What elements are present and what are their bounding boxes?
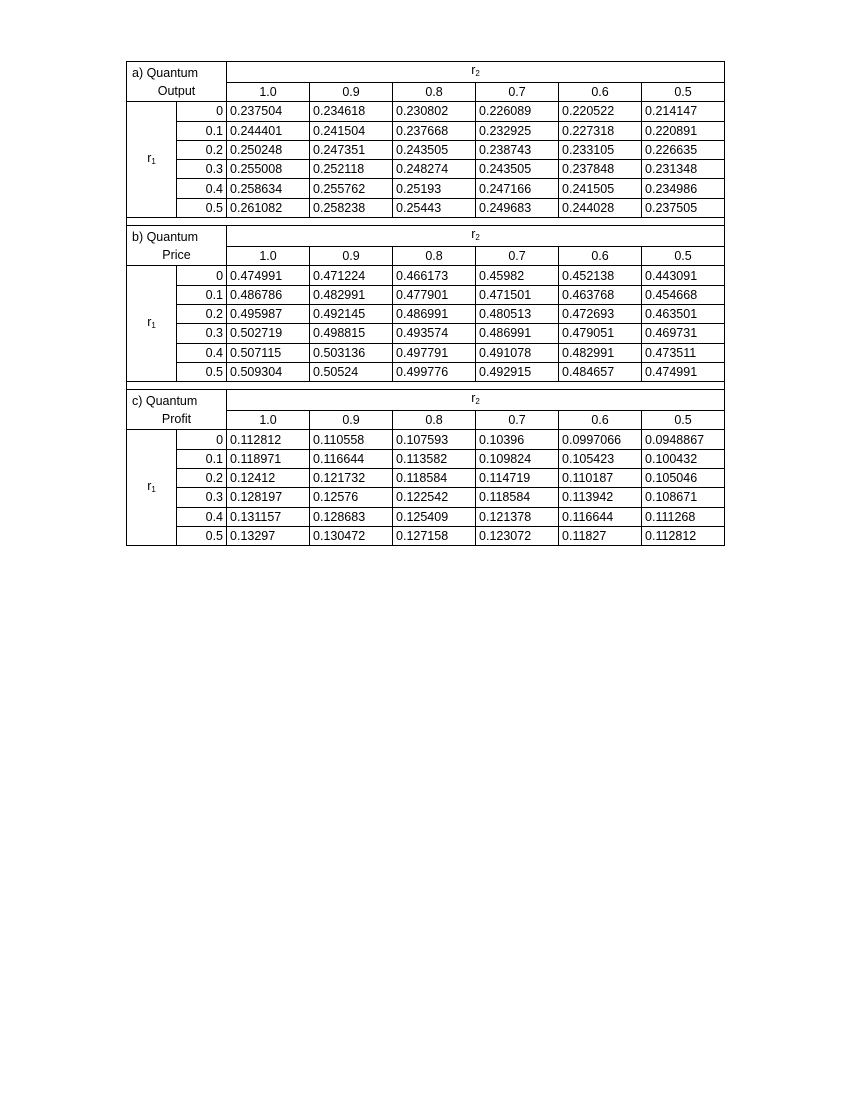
table-cell: 0.503136 xyxy=(310,343,393,362)
r2-column-header: 0.5 xyxy=(642,247,725,266)
table-cell: 0.486991 xyxy=(476,324,559,343)
table-cell: 0.45982 xyxy=(476,266,559,285)
section-divider xyxy=(127,382,725,390)
r1-row-value: 0.1 xyxy=(177,121,227,140)
axis-symbol: r xyxy=(147,314,152,329)
table-cell: 0.233105 xyxy=(559,140,642,159)
table-row xyxy=(127,304,725,323)
table-cell: 0.452138 xyxy=(559,266,642,285)
table-cell: 0.105046 xyxy=(642,469,725,488)
table-cell: 0.258634 xyxy=(227,179,310,198)
table-title-line1: b) Quantum xyxy=(132,229,199,244)
section-divider xyxy=(127,218,725,226)
table-cell: 0.220522 xyxy=(559,102,642,121)
r1-axis-label xyxy=(127,102,177,218)
table-cell: 0.507115 xyxy=(227,343,310,362)
table-cell: 0.237504 xyxy=(227,102,310,121)
table-cell: 0.226089 xyxy=(476,102,559,121)
r2-column-header: 0.7 xyxy=(476,83,559,102)
table-cell: 0.118971 xyxy=(227,449,310,468)
table-cell: 0.250248 xyxy=(227,140,310,159)
table-cell: 0.443091 xyxy=(642,266,725,285)
table-cell: 0.255762 xyxy=(310,179,393,198)
table-row xyxy=(127,343,725,362)
table-cell: 0.125409 xyxy=(393,507,476,526)
table-cell: 0.110187 xyxy=(559,469,642,488)
r1-row-value: 0.3 xyxy=(177,160,227,179)
r2-column-header: 1.0 xyxy=(227,247,310,266)
axis-symbol: r xyxy=(147,478,152,493)
table-cell: 0.247351 xyxy=(310,140,393,159)
table-cell: 0.244028 xyxy=(559,198,642,217)
table-cell: 0.112812 xyxy=(227,430,310,449)
table-cell: 0.25193 xyxy=(393,179,476,198)
table-cell: 0.241504 xyxy=(310,121,393,140)
axis-subscript: 2 xyxy=(475,233,480,243)
r2-column-header: 0.8 xyxy=(393,83,476,102)
table-cell: 0.243505 xyxy=(393,140,476,159)
table-cell: 0.243505 xyxy=(476,160,559,179)
r1-row-value: 0.5 xyxy=(177,362,227,381)
table-row xyxy=(127,469,725,488)
table-cell: 0.499776 xyxy=(393,362,476,381)
table-cell: 0.472693 xyxy=(559,304,642,323)
table-output-header-row xyxy=(127,62,725,83)
table-cell: 0.226635 xyxy=(642,140,725,159)
table-cell: 0.249683 xyxy=(476,198,559,217)
r2-column-header: 0.6 xyxy=(559,83,642,102)
table-cell: 0.111268 xyxy=(642,507,725,526)
r2-axis-label xyxy=(227,62,725,83)
r1-row-value: 0.2 xyxy=(177,469,227,488)
table-cell: 0.118584 xyxy=(476,488,559,507)
table-cell: 0.509304 xyxy=(227,362,310,381)
section-divider-cell xyxy=(127,382,725,390)
table-profit-header-row xyxy=(127,390,725,411)
table-cell: 0.474991 xyxy=(227,266,310,285)
table-row xyxy=(127,140,725,159)
table-cell: 0.491078 xyxy=(476,343,559,362)
r2-column-header: 0.8 xyxy=(393,411,476,430)
table-cell: 0.25443 xyxy=(393,198,476,217)
table-cell: 0.100432 xyxy=(642,449,725,468)
table-cell: 0.482991 xyxy=(310,285,393,304)
table-price-header-row xyxy=(127,226,725,247)
table-cell: 0.238743 xyxy=(476,140,559,159)
table-cell: 0.466173 xyxy=(393,266,476,285)
axis-symbol: r xyxy=(471,227,476,242)
table-cell: 0.247166 xyxy=(476,179,559,198)
table-cell: 0.113582 xyxy=(393,449,476,468)
table-cell: 0.108671 xyxy=(642,488,725,507)
table-title-line2: Price xyxy=(162,247,191,262)
r2-column-header: 0.8 xyxy=(393,247,476,266)
axis-symbol: r xyxy=(471,63,476,77)
r2-axis-label xyxy=(227,226,725,247)
axis-subscript: 2 xyxy=(475,397,480,407)
table-row xyxy=(127,362,725,381)
table-cell: 0.463501 xyxy=(642,304,725,323)
table-row xyxy=(127,266,725,285)
r1-row-value: 0.3 xyxy=(177,488,227,507)
table-cell: 0.473511 xyxy=(642,343,725,362)
table-cell: 0.231348 xyxy=(642,160,725,179)
table-cell: 0.258238 xyxy=(310,198,393,217)
table-cell: 0.477901 xyxy=(393,285,476,304)
table-row xyxy=(127,324,725,343)
axis-subscript: 1 xyxy=(151,320,156,330)
r2-column-header: 0.9 xyxy=(310,247,393,266)
table-cell: 0.118584 xyxy=(393,469,476,488)
table-cell: 0.454668 xyxy=(642,285,725,304)
axis-subscript: 1 xyxy=(151,156,156,166)
table-cell: 0.234618 xyxy=(310,102,393,121)
table-row xyxy=(127,488,725,507)
table-title-line1: c) Quantum xyxy=(132,393,198,408)
table-title-line1: a) Quantum xyxy=(132,65,199,80)
table-cell: 0.109824 xyxy=(476,449,559,468)
table-cell: 0.232925 xyxy=(476,121,559,140)
table-cell: 0.237848 xyxy=(559,160,642,179)
table-output-title xyxy=(127,62,227,102)
quantum-results-tables xyxy=(126,61,724,546)
table-cell: 0.479051 xyxy=(559,324,642,343)
table-row xyxy=(127,121,725,140)
table-cell: 0.220891 xyxy=(642,121,725,140)
table-cell: 0.241505 xyxy=(559,179,642,198)
table-cell: 0.121732 xyxy=(310,469,393,488)
r1-row-value: 0 xyxy=(177,430,227,449)
table-cell: 0.237668 xyxy=(393,121,476,140)
r2-column-header: 0.7 xyxy=(476,411,559,430)
r2-column-header: 0.5 xyxy=(642,83,725,102)
table-cell: 0.214147 xyxy=(642,102,725,121)
table-cell: 0.131157 xyxy=(227,507,310,526)
table-cell: 0.128197 xyxy=(227,488,310,507)
table-cell: 0.482991 xyxy=(559,343,642,362)
table-cell: 0.116644 xyxy=(559,507,642,526)
axis-subscript: 1 xyxy=(151,484,156,494)
axis-symbol: r xyxy=(147,150,152,165)
table-cell: 0.116644 xyxy=(310,449,393,468)
table-cell: 0.130472 xyxy=(310,526,393,545)
r1-row-value: 0.5 xyxy=(177,526,227,545)
table-cell: 0.0948867 xyxy=(642,430,725,449)
table-cell: 0.484657 xyxy=(559,362,642,381)
r1-row-value: 0.4 xyxy=(177,179,227,198)
r1-row-value: 0.4 xyxy=(177,507,227,526)
table-cell: 0.114719 xyxy=(476,469,559,488)
table-cell: 0.123072 xyxy=(476,526,559,545)
table-cell: 0.12412 xyxy=(227,469,310,488)
table-cell: 0.50524 xyxy=(310,362,393,381)
r2-axis-label xyxy=(227,390,725,411)
table-cell: 0.469731 xyxy=(642,324,725,343)
table-row xyxy=(127,507,725,526)
table-cell: 0.244401 xyxy=(227,121,310,140)
r2-column-header: 0.9 xyxy=(310,411,393,430)
table-cell: 0.113942 xyxy=(559,488,642,507)
table-row xyxy=(127,430,725,449)
table-cell: 0.486786 xyxy=(227,285,310,304)
r1-row-value: 0.2 xyxy=(177,140,227,159)
section-divider-cell xyxy=(127,218,725,226)
table-cell: 0.495987 xyxy=(227,304,310,323)
r1-row-value: 0.1 xyxy=(177,449,227,468)
table-cell: 0.502719 xyxy=(227,324,310,343)
results-table xyxy=(126,61,725,546)
r1-row-value: 0 xyxy=(177,266,227,285)
r2-column-header: 0.6 xyxy=(559,247,642,266)
table-cell: 0.486991 xyxy=(393,304,476,323)
table-cell: 0.227318 xyxy=(559,121,642,140)
table-row xyxy=(127,526,725,545)
table-cell: 0.10396 xyxy=(476,430,559,449)
table-cell: 0.492915 xyxy=(476,362,559,381)
r1-axis-label xyxy=(127,430,177,546)
table-cell: 0.498815 xyxy=(310,324,393,343)
r1-row-value: 0 xyxy=(177,102,227,121)
r2-column-header: 1.0 xyxy=(227,83,310,102)
table-cell: 0.107593 xyxy=(393,430,476,449)
table-cell: 0.471501 xyxy=(476,285,559,304)
table-cell: 0.121378 xyxy=(476,507,559,526)
table-cell: 0.480513 xyxy=(476,304,559,323)
table-row xyxy=(127,198,725,217)
table-cell: 0.255008 xyxy=(227,160,310,179)
r1-row-value: 0.5 xyxy=(177,198,227,217)
r2-column-header: 0.5 xyxy=(642,411,725,430)
r1-row-value: 0.4 xyxy=(177,343,227,362)
table-cell: 0.237505 xyxy=(642,198,725,217)
table-cell: 0.474991 xyxy=(642,362,725,381)
r1-axis-label xyxy=(127,266,177,382)
r1-row-value: 0.3 xyxy=(177,324,227,343)
table-price-title xyxy=(127,226,227,266)
r2-column-header: 0.7 xyxy=(476,247,559,266)
table-cell: 0.0997066 xyxy=(559,430,642,449)
r2-column-header: 0.6 xyxy=(559,411,642,430)
table-cell: 0.493574 xyxy=(393,324,476,343)
axis-symbol: r xyxy=(471,391,476,406)
table-title-line2: Output xyxy=(157,83,196,98)
table-cell: 0.234986 xyxy=(642,179,725,198)
table-cell: 0.492145 xyxy=(310,304,393,323)
r2-column-header: 0.9 xyxy=(310,83,393,102)
table-cell: 0.105423 xyxy=(559,449,642,468)
table-cell: 0.112812 xyxy=(642,526,725,545)
table-cell: 0.122542 xyxy=(393,488,476,507)
table-cell: 0.12576 xyxy=(310,488,393,507)
r1-row-value: 0.1 xyxy=(177,285,227,304)
table-title-line2: Profit xyxy=(161,411,192,426)
table-cell: 0.230802 xyxy=(393,102,476,121)
table-cell: 0.471224 xyxy=(310,266,393,285)
table-cell: 0.13297 xyxy=(227,526,310,545)
table-cell: 0.497791 xyxy=(393,343,476,362)
table-cell: 0.128683 xyxy=(310,507,393,526)
r1-row-value: 0.2 xyxy=(177,304,227,323)
table-cell: 0.252118 xyxy=(310,160,393,179)
table-cell: 0.261082 xyxy=(227,198,310,217)
table-cell: 0.110558 xyxy=(310,430,393,449)
table-cell: 0.11827 xyxy=(559,526,642,545)
table-cell: 0.248274 xyxy=(393,160,476,179)
table-row xyxy=(127,449,725,468)
table-profit-title xyxy=(127,390,227,430)
table-row xyxy=(127,102,725,121)
table-cell: 0.127158 xyxy=(393,526,476,545)
axis-subscript: 2 xyxy=(475,69,480,78)
r2-column-header: 1.0 xyxy=(227,411,310,430)
table-cell: 0.463768 xyxy=(559,285,642,304)
table-row xyxy=(127,160,725,179)
table-row xyxy=(127,179,725,198)
table-row xyxy=(127,285,725,304)
